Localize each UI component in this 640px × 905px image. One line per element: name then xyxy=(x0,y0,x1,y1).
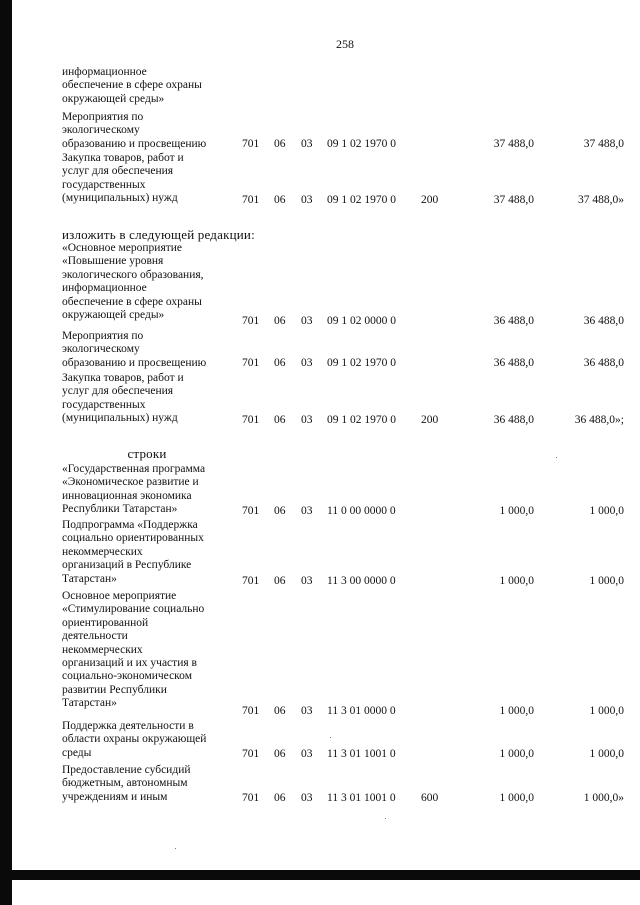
cell-amount-1: 37 488,0 xyxy=(493,194,534,206)
cell-podrazdel: 03 xyxy=(301,357,313,369)
cell-amount-2: 37 488,0 xyxy=(583,138,624,150)
cell-amount-1: 1 000,0 xyxy=(499,705,534,717)
rows-heading: строки xyxy=(127,446,167,461)
cell-podrazdel: 03 xyxy=(301,414,313,426)
cell-vedomstvo: 701 xyxy=(242,705,260,717)
cell-podrazdel: 03 xyxy=(301,138,313,150)
cell-razdel: 06 xyxy=(274,575,286,587)
cell-amount-2: 36 488,0»; xyxy=(574,414,624,426)
scan-speck xyxy=(556,457,557,458)
cell-vedomstvo: 701 xyxy=(242,505,260,517)
scan-edge-bottom xyxy=(0,870,640,880)
cell-expense-type: 200 xyxy=(421,414,439,426)
scan-speck xyxy=(330,737,331,738)
cell-vedomstvo: 701 xyxy=(242,414,260,426)
cell-amount-2: 37 488,0» xyxy=(578,194,624,206)
cell-vedomstvo: 701 xyxy=(242,575,260,587)
cell-target-article: 09 1 02 1970 0 xyxy=(327,138,396,150)
cell-vedomstvo: 701 xyxy=(242,357,260,369)
row-description: Закупка товаров, работ и услуг для обеспечения государственных (муниципальных) нужд xyxy=(62,152,184,205)
cell-razdel: 06 xyxy=(274,315,286,327)
cell-razdel: 06 xyxy=(274,194,286,206)
edit-instruction-heading: изложить в следующей редакции: xyxy=(62,227,255,242)
scan-speck xyxy=(175,848,176,849)
cell-target-article: 11 3 01 1001 0 xyxy=(327,748,396,760)
cell-razdel: 06 xyxy=(274,792,286,804)
cell-amount-2: 1 000,0 xyxy=(589,705,624,717)
cell-amount-2: 36 488,0 xyxy=(583,315,624,327)
cell-target-article: 09 1 02 1970 0 xyxy=(327,414,396,426)
cell-amount-1: 1 000,0 xyxy=(499,505,534,517)
cell-amount-1: 36 488,0 xyxy=(493,315,534,327)
cell-amount-1: 1 000,0 xyxy=(499,792,534,804)
row-description: Основное мероприятие «Стимулирование социально ориентированной деятельности некоммерческих организаций и их участия в социально-экономическом развитии Республики Татарстан» xyxy=(62,590,205,710)
page-number: 258 xyxy=(336,37,354,51)
cell-razdel: 06 xyxy=(274,505,286,517)
cell-razdel: 06 xyxy=(274,138,286,150)
cell-expense-type: 600 xyxy=(421,792,439,804)
cell-vedomstvo: 701 xyxy=(242,315,260,327)
cell-podrazdel: 03 xyxy=(301,748,313,760)
cell-podrazdel: 03 xyxy=(301,194,313,206)
cell-amount-1: 36 488,0 xyxy=(493,414,534,426)
cell-amount-1: 36 488,0 xyxy=(493,357,534,369)
row-description: информационное обеспечение в сфере охраны окружающей среды» xyxy=(62,66,202,105)
cell-podrazdel: 03 xyxy=(301,505,313,517)
cell-target-article: 09 1 02 0000 0 xyxy=(327,315,396,327)
cell-amount-1: 1 000,0 xyxy=(499,575,534,587)
cell-target-article: 11 3 00 0000 0 xyxy=(327,575,396,587)
cell-vedomstvo: 701 xyxy=(242,138,260,150)
row-description: Поддержка деятельности в области охраны окружающей среды xyxy=(62,720,207,759)
cell-podrazdel: 03 xyxy=(301,315,313,327)
cell-target-article: 09 1 02 1970 0 xyxy=(327,194,396,206)
cell-target-article: 11 0 00 0000 0 xyxy=(327,505,396,517)
cell-vedomstvo: 701 xyxy=(242,792,260,804)
cell-razdel: 06 xyxy=(274,414,286,426)
row-description: «Основное мероприятие «Повышение уровня экологического образования, информационное обеспечение в сфере охраны окружающей среды» xyxy=(62,242,204,322)
cell-target-article: 11 3 01 1001 0 xyxy=(327,792,396,804)
cell-podrazdel: 03 xyxy=(301,575,313,587)
cell-target-article: 11 3 01 0000 0 xyxy=(327,705,396,717)
cell-vedomstvo: 701 xyxy=(242,748,260,760)
row-description: Предоставление субсидий бюджетным, автономным учреждениям и иным xyxy=(62,764,191,803)
row-description: Подпрограмма «Поддержка социально ориентированных некоммерческих организаций в Республике Татарстан» xyxy=(62,519,204,585)
cell-podrazdel: 03 xyxy=(301,792,313,804)
cell-razdel: 06 xyxy=(274,705,286,717)
scan-edge-left xyxy=(0,0,12,905)
cell-razdel: 06 xyxy=(274,748,286,760)
row-description: Мероприятия по экологическому образованию и просвещению xyxy=(62,330,207,369)
cell-amount-1: 1 000,0 xyxy=(499,748,534,760)
cell-target-article: 09 1 02 1970 0 xyxy=(327,357,396,369)
cell-expense-type: 200 xyxy=(421,194,439,206)
cell-podrazdel: 03 xyxy=(301,705,313,717)
cell-amount-2: 1 000,0 xyxy=(589,748,624,760)
row-description: «Государственная программа «Экономическое развитие и инновационная экономика Республики Татарстан» xyxy=(62,463,206,516)
row-description: Мероприятия по экологическому образованию и просвещению xyxy=(62,111,207,150)
row-description: Закупка товаров, работ и услуг для обеспечения государственных (муниципальных) нужд xyxy=(62,372,184,425)
cell-amount-2: 36 488,0 xyxy=(583,357,624,369)
cell-razdel: 06 xyxy=(274,357,286,369)
cell-amount-1: 37 488,0 xyxy=(493,138,534,150)
cell-amount-2: 1 000,0» xyxy=(583,792,624,804)
scan-speck xyxy=(385,818,386,819)
cell-vedomstvo: 701 xyxy=(242,194,260,206)
cell-amount-2: 1 000,0 xyxy=(589,505,624,517)
cell-amount-2: 1 000,0 xyxy=(589,575,624,587)
